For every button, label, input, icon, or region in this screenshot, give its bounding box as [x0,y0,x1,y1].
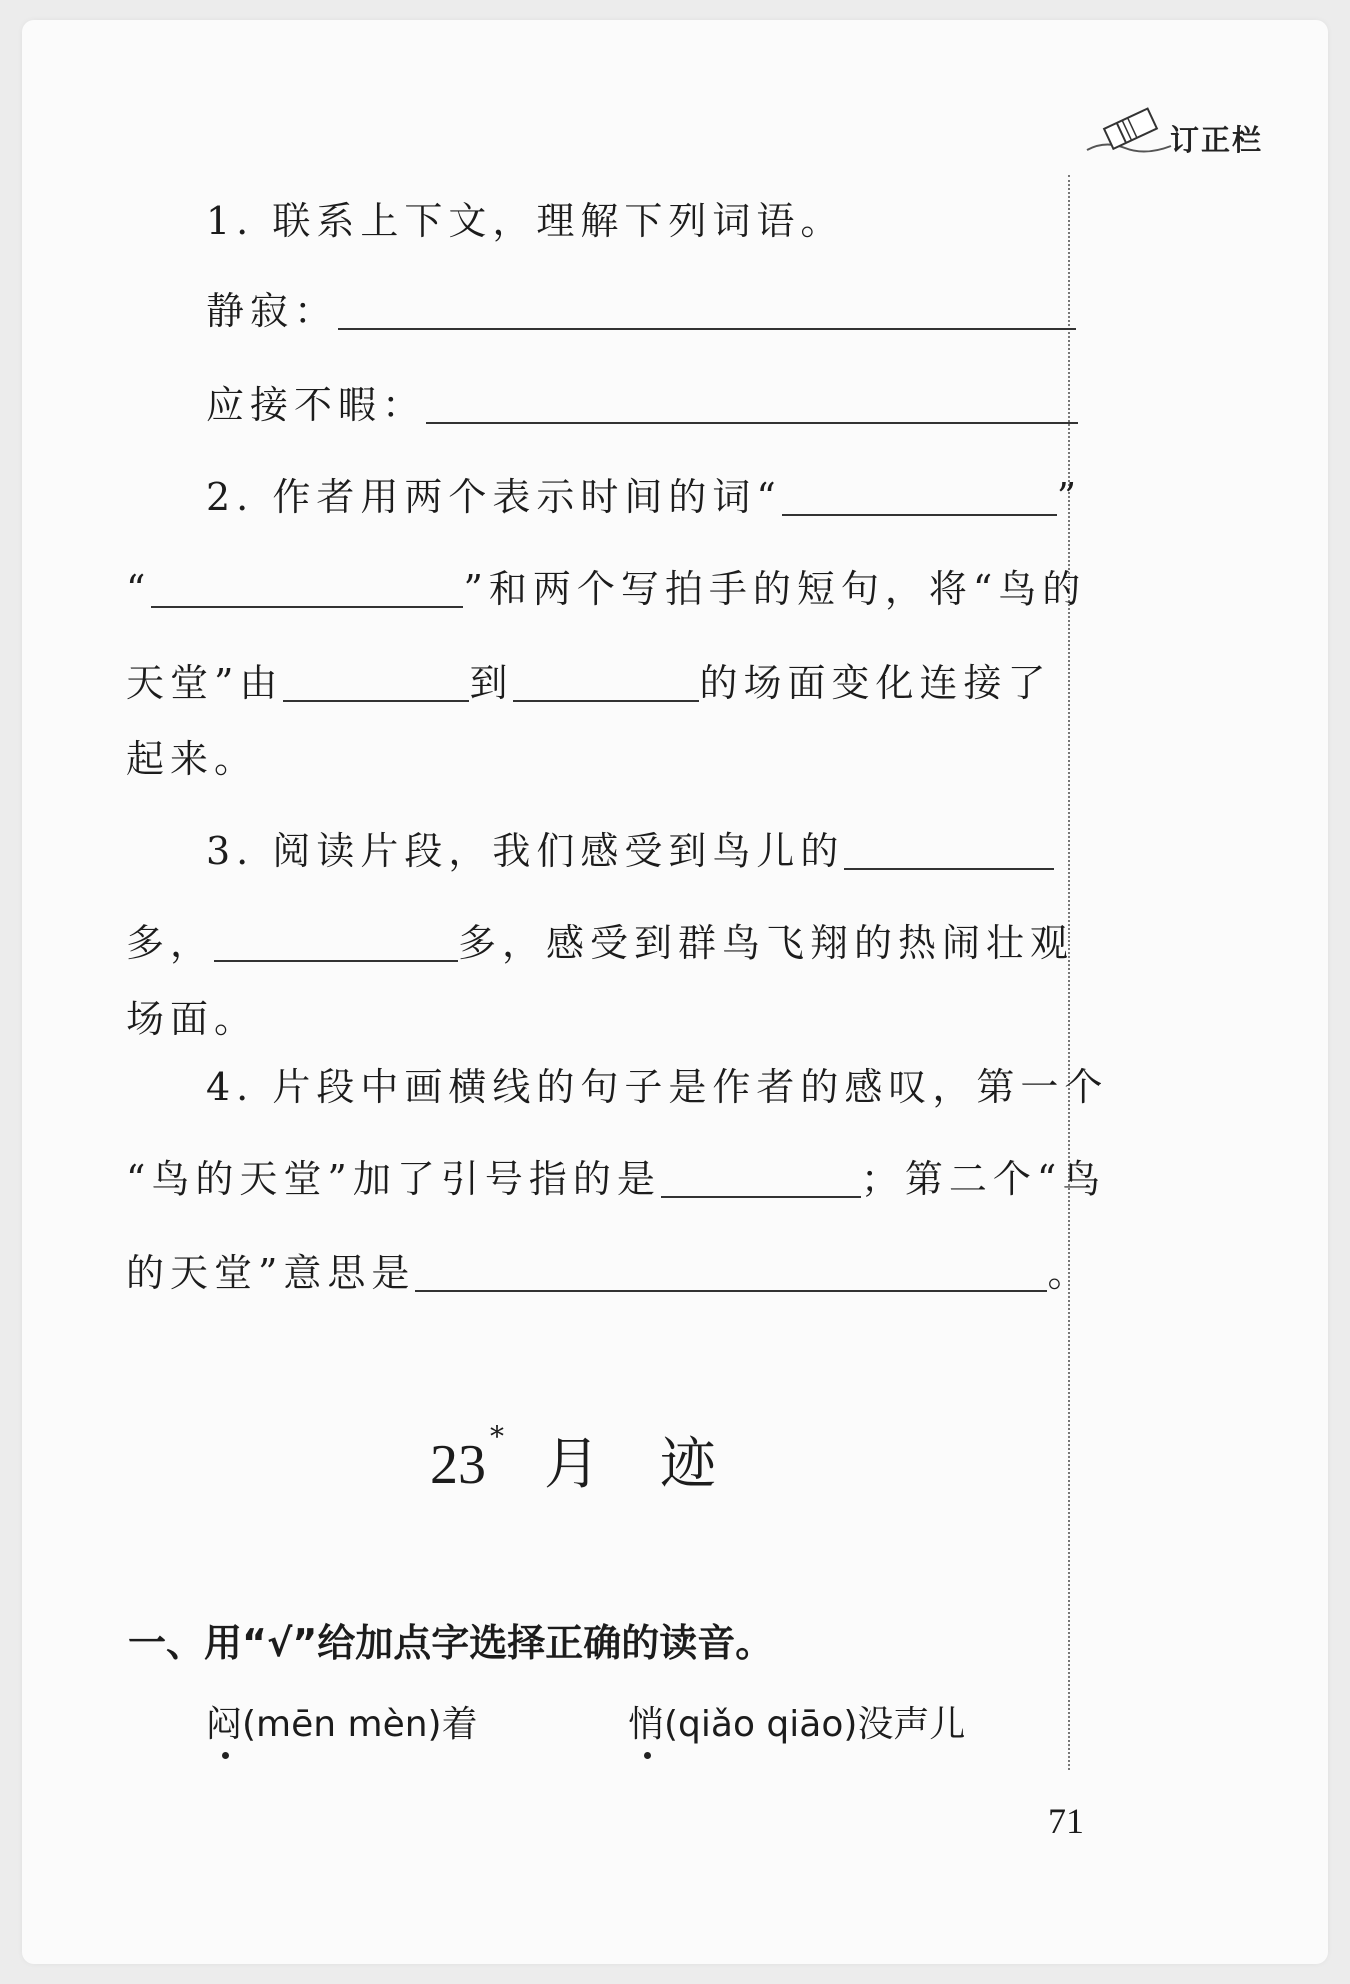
q2-blank-time2[interactable] [151,570,463,608]
page-number: 71 [1048,1801,1084,1841]
pencil-eraser-icon [1085,100,1175,164]
section1-item1[interactable]: 闷(mēn mèn)着 [206,1704,478,1745]
q3-line2-b: 多，感受到群鸟飞翔的热闹壮观 [458,921,1075,965]
q1-answer2-blank[interactable] [426,386,1078,424]
q2-blank-time1[interactable] [782,478,1057,516]
emphasis-dot [222,1752,229,1759]
q2-line3-c: 的场面变化连接了 [699,661,1052,705]
q3-blank1[interactable] [844,832,1054,870]
q4-line1: 4. 片段中画横线的句子是作者的感叹，第一个 [206,1065,1109,1109]
lesson-title [430,1420,716,1500]
q4-blank2[interactable] [415,1254,1047,1292]
q1-prompt: 1. 联系上下文，理解下列词语。 [206,199,845,243]
q2-line3-b: 到 [469,661,514,705]
q3-line1: 3. 阅读片段，我们感受到鸟儿的 [206,829,845,873]
section1-title: 一、用“√”给加点字选择正确的读音。 [128,1621,774,1665]
q1-word2: 应接不暇： [206,383,427,427]
q1-answer1-blank[interactable] [338,292,1076,330]
emphasis-dot [644,1752,651,1759]
q4-blank1[interactable] [661,1160,861,1198]
q2-blank-from[interactable] [283,664,469,702]
q4-line2-a: “鸟的天堂”加了引号指的是 [126,1157,661,1201]
q3-line3: 场面。 [126,997,259,1041]
q2-line1: 2. 作者用两个表示时间的词“ [206,475,782,519]
q2-line1-end: ” [1056,475,1083,519]
q1-word1: 静寂： [206,289,339,333]
q3-blank2[interactable] [214,924,458,962]
lesson-mark: * [490,1420,504,1453]
correction-column-label: 订正栏 [1170,123,1264,157]
q4-line3-b: 。 [1047,1251,1092,1295]
section1-item2[interactable]: 悄(qiǎo qiāo)没声儿 [628,1704,966,1745]
q2-blank-to[interactable] [513,664,699,702]
lesson-title-char1: 月 [544,1432,600,1497]
lesson-title-char2: 迹 [660,1432,716,1497]
q3-line2-a: 多， [126,921,215,965]
q2-line2-start: “ [126,567,152,611]
q2-line2-end: ”和两个写拍手的短句，将“鸟的 [463,567,1087,611]
q2-line4: 起来。 [126,737,259,781]
q2-line3-a: 天堂”由 [126,661,284,705]
lesson-number: 23 [430,1434,486,1496]
q4-line2-b: ；第二个“鸟 [860,1157,1107,1201]
q4-line3-a: 的天堂”意思是 [126,1251,416,1295]
